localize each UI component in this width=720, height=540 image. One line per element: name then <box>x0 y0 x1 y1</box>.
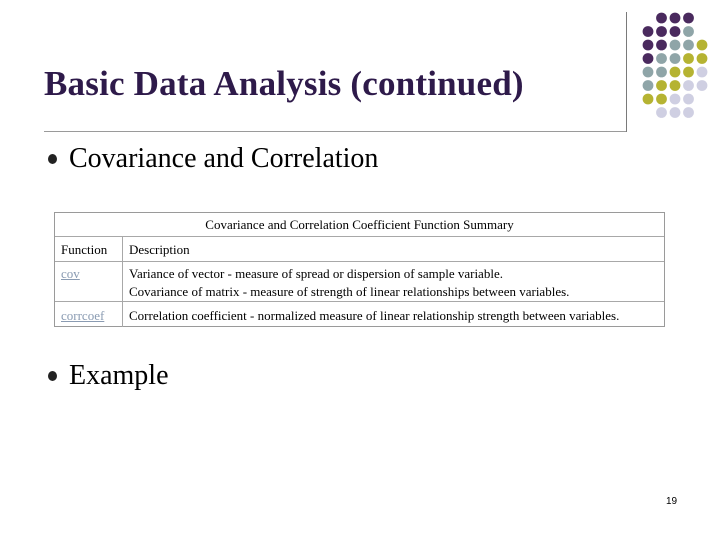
decorative-vertical-line <box>626 12 627 132</box>
decorative-dot <box>670 107 681 118</box>
decorative-dot <box>683 107 694 118</box>
table-header-description: Description <box>129 242 190 257</box>
decorative-dot <box>670 94 681 105</box>
decorative-dot <box>643 53 654 64</box>
decorative-dot <box>656 53 667 64</box>
decorative-dot <box>656 26 667 37</box>
decorative-dot <box>683 13 694 24</box>
decorative-dot <box>683 40 694 51</box>
description-cov-line2: Covariance of matrix - measure of strength of linear relationships between variables. <box>129 284 570 299</box>
decorative-dot <box>643 67 654 78</box>
decorative-dot <box>670 26 681 37</box>
decorative-dot <box>683 67 694 78</box>
decorative-dot <box>670 40 681 51</box>
decorative-dot <box>643 94 654 105</box>
decorative-dot <box>670 67 681 78</box>
decorative-dot <box>643 80 654 91</box>
description-corrcoef: Correlation coefficient - normalized measure of linear relationship strength between variables. <box>129 308 620 323</box>
decorative-dot <box>697 67 708 78</box>
decorative-dot <box>670 53 681 64</box>
table-column-divider <box>122 236 123 327</box>
decorative-dot <box>683 53 694 64</box>
decorative-dot <box>643 26 654 37</box>
decorative-dot <box>656 67 667 78</box>
decorative-dot <box>683 94 694 105</box>
page-number: 19 <box>666 496 678 507</box>
table-divider <box>55 301 664 302</box>
decorative-dot <box>643 40 654 51</box>
decorative-dot <box>656 107 667 118</box>
table-divider <box>55 261 664 262</box>
table-header-function: Function <box>61 242 108 257</box>
decorative-dot <box>670 13 681 24</box>
function-link-cov[interactable]: cov <box>61 266 80 281</box>
title-underline <box>44 131 626 132</box>
table-caption: Covariance and Correlation Coefficient Function Summary <box>205 217 514 232</box>
decorative-dot <box>697 80 708 91</box>
table-divider <box>55 236 664 237</box>
bullet-dot-icon <box>48 371 57 381</box>
decorative-dot <box>683 26 694 37</box>
decorative-dot <box>683 80 694 91</box>
function-summary-table <box>54 212 665 327</box>
bullet-text: Covariance and Correlation <box>69 143 379 174</box>
decorative-dot <box>697 53 708 64</box>
decorative-dot <box>656 13 667 24</box>
bullet-item <box>48 356 169 396</box>
decorative-dot <box>656 94 667 105</box>
bullet-item <box>48 139 378 179</box>
decorative-dot <box>656 40 667 51</box>
description-cov-line1: Variance of vector - measure of spread or dispersion of sample variable. <box>129 266 503 281</box>
decorative-dot-grid <box>640 11 720 121</box>
decorative-dot <box>670 80 681 91</box>
decorative-dot <box>656 80 667 91</box>
bullet-dot-icon <box>48 154 57 164</box>
decorative-dot <box>697 40 708 51</box>
function-link-corrcoef[interactable]: corrcoef <box>61 308 105 323</box>
slide-title: Basic Data Analysis (continued) <box>44 64 524 103</box>
bullet-text: Example <box>69 360 169 391</box>
